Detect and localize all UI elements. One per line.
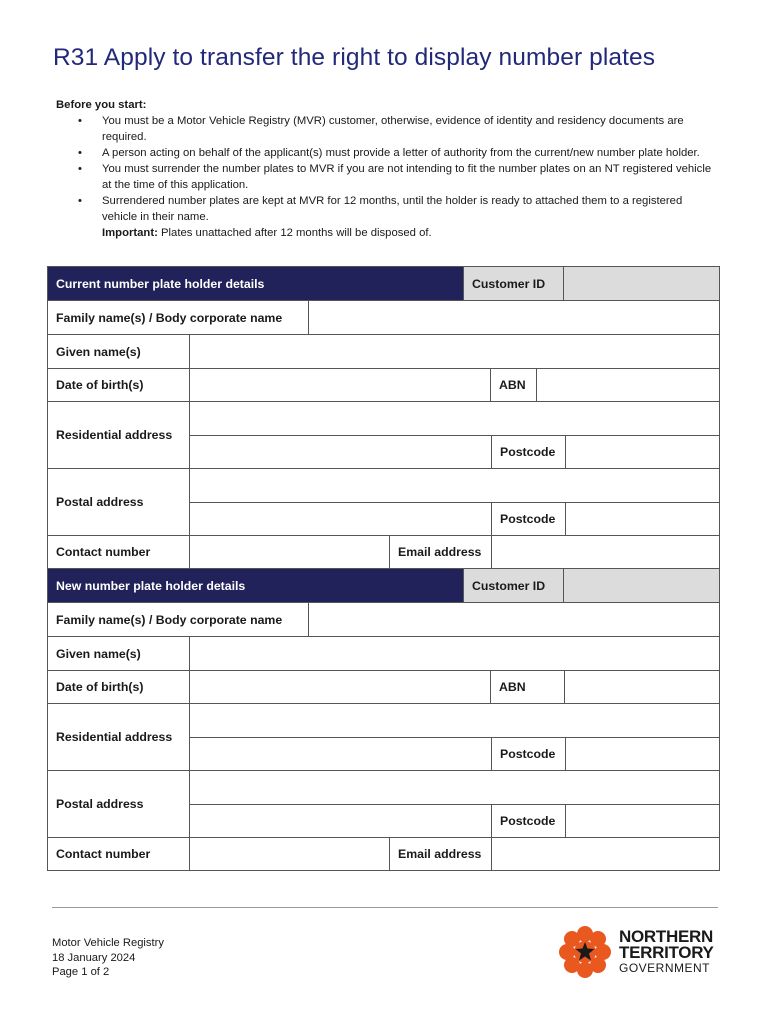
new-postal-row (48, 771, 719, 838)
important-note (56, 225, 716, 241)
new-residential-row (48, 704, 719, 771)
current-customer-id-field[interactable] (564, 267, 719, 300)
current-postcode2-label: Postcode (492, 503, 566, 536)
current-residential-line2[interactable] (190, 436, 492, 469)
intro-bullet: • You must surrender the number plates to MVR if you are not intending to fit the number plates on an NT registered vehicle at the time of this application. (102, 161, 716, 193)
new-postal-label: Postal address (48, 771, 190, 837)
current-residential-row (48, 402, 719, 469)
intro-heading: Before you start: (56, 99, 147, 111)
important-label: Important: (102, 227, 158, 239)
footer-org: Motor Vehicle Registry (52, 937, 164, 949)
new-given-field[interactable] (190, 637, 719, 670)
application-form (47, 266, 720, 871)
current-email-field[interactable] (492, 536, 719, 568)
new-given-label: Given name(s) (48, 637, 190, 670)
intro-bullet: • Surrendered number plates are kept at MVR for 12 months, until the holder is ready to attached them to a registered vehicle in their name. (102, 193, 716, 225)
new-family-row (48, 603, 719, 637)
current-postal-label: Postal address (48, 469, 190, 535)
logo-line2: TERRITORY (619, 943, 714, 962)
important-text: Plates unattached after 12 months will be disposed of. (157, 227, 432, 239)
new-dob-label: Date of birth(s) (48, 671, 190, 703)
new-family-field[interactable] (309, 603, 719, 636)
current-family-row (48, 301, 719, 335)
new-contact-row (48, 838, 719, 871)
current-contact-field[interactable] (190, 536, 390, 568)
intro-bullet: • You must be a Motor Vehicle Registry (MVR) customer, otherwise, evidence of identity and residency documents are required. (102, 113, 716, 145)
new-family-label: Family name(s) / Body corporate name (48, 603, 309, 636)
new-postcode1-label: Postcode (492, 738, 566, 771)
current-residential-label: Residential address (48, 402, 190, 468)
logo-text (619, 929, 714, 975)
new-email-label: Email address (390, 838, 492, 870)
current-customer-id-label: Customer ID (464, 267, 564, 300)
current-given-row (48, 335, 719, 369)
new-customer-id-field[interactable] (564, 569, 719, 602)
current-dob-row (48, 369, 719, 402)
new-postcode2-field[interactable] (566, 805, 719, 838)
current-section-title: Current number plate holder details (48, 267, 464, 300)
new-postal-line1[interactable] (190, 771, 719, 804)
new-abn-label: ABN (491, 671, 565, 703)
current-postcode1-label: Postcode (492, 436, 566, 469)
logo-line3: GOVERNMENT (619, 961, 711, 975)
current-given-field[interactable] (190, 335, 719, 368)
new-dob-row (48, 671, 719, 704)
current-contact-label: Contact number (48, 536, 190, 568)
current-family-field[interactable] (309, 301, 719, 334)
current-dob-label: Date of birth(s) (48, 369, 190, 401)
current-abn-label: ABN (491, 369, 537, 401)
new-postcode1-field[interactable] (566, 738, 719, 771)
new-section-title: New number plate holder details (48, 569, 464, 602)
current-residential-line1[interactable] (190, 402, 719, 435)
new-residential-label: Residential address (48, 704, 190, 770)
new-residential-line1[interactable] (190, 704, 719, 737)
current-postal-line1[interactable] (190, 469, 719, 502)
new-abn-field[interactable] (565, 671, 719, 703)
footer-date: 18 January 2024 (52, 951, 136, 964)
intro-bullet: • A person acting on behalf of the applicant(s) must provide a letter of authority from the current/new number plate holder. (102, 145, 716, 161)
new-customer-id-label: Customer ID (464, 569, 564, 602)
new-residential-line2[interactable] (190, 738, 492, 771)
page-title: R31 Apply to transfer the right to display number plates (53, 44, 656, 71)
logo-line1: NORTHERN (619, 927, 713, 946)
current-postal-line2[interactable] (190, 503, 492, 536)
new-contact-field[interactable] (190, 838, 390, 870)
current-contact-row (48, 536, 719, 569)
current-email-label: Email address (390, 536, 492, 568)
current-dob-field[interactable] (190, 369, 491, 401)
current-header-row (48, 267, 719, 301)
intro-section (56, 97, 716, 241)
current-postcode2-field[interactable] (566, 503, 719, 536)
current-abn-field[interactable] (537, 369, 719, 401)
intro-bullets (56, 113, 716, 225)
new-postal-line2[interactable] (190, 805, 492, 838)
new-contact-label: Contact number (48, 838, 190, 870)
footer (52, 936, 164, 980)
current-postcode1-field[interactable] (566, 436, 719, 469)
new-header-row (48, 569, 719, 603)
current-given-label: Given name(s) (48, 335, 190, 368)
new-dob-field[interactable] (190, 671, 491, 703)
footer-page: Page 1 of 2 (52, 966, 110, 978)
new-email-field[interactable] (492, 838, 719, 870)
current-family-label: Family name(s) / Body corporate name (48, 301, 309, 334)
new-postcode2-label: Postcode (492, 805, 566, 838)
footer-divider (52, 907, 718, 908)
new-given-row (48, 637, 719, 671)
current-postal-row (48, 469, 719, 536)
